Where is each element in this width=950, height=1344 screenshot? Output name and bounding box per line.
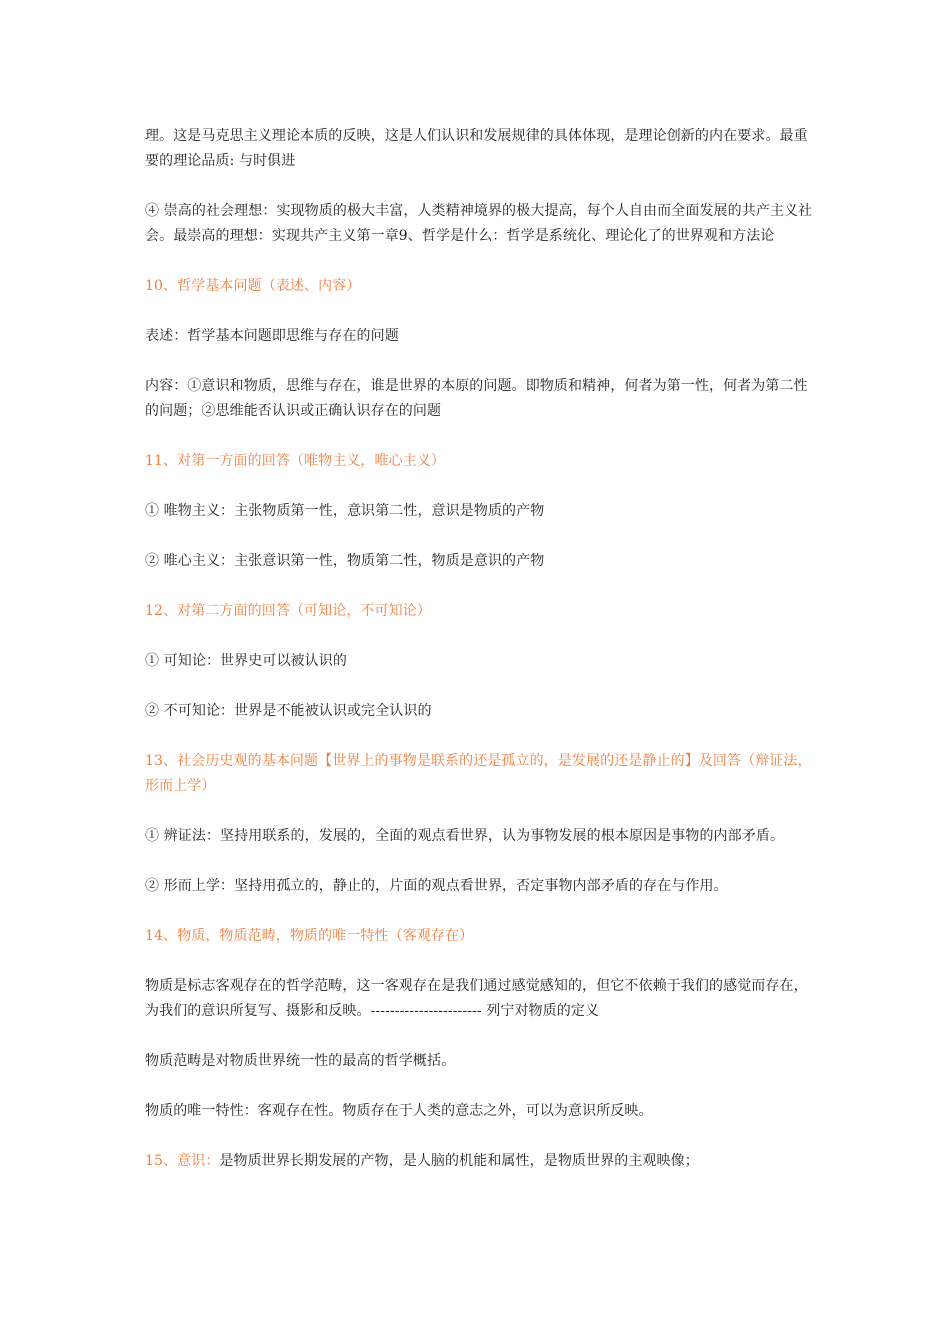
document-page: [145, 124, 815, 1199]
section-heading: 12、对第二方面的回答（可知论，不可知论）: [145, 603, 431, 619]
paragraph: ④ 崇高的社会理想：实现物质的极大丰富，人类精神境界的极大提高，每个人自由而全面发展的共产主义社会。最崇高的理想：实现共产主义第一章9、哲学是什么：哲学是系统化、理论化了的世界观和方法论: [145, 203, 813, 244]
inline-text: 是物质世界长期发展的产物，是人脑的机能和属性，是物质世界的主观映像；: [219, 1153, 699, 1169]
paragraph-with-heading: [145, 1149, 815, 1174]
section-heading: 14、物质，物质范畴，物质的唯一特性（客观存在）: [145, 928, 474, 944]
section-heading: 10、哲学基本问题（表述、内容）: [145, 278, 361, 294]
paragraph: 物质是标志客观存在的哲学范畴，这一客观存在是我们通过感觉感知的，但它不依赖于我们的感觉而存在，为我们的意识所复写、摄影和反映。----------------------- 列宁对物质的定义: [145, 978, 808, 1019]
paragraph: ② 不可知论：世界是不能被认识或完全认识的: [145, 703, 432, 719]
section-heading: 11、对第一方面的回答（唯物主义，唯心主义）: [145, 453, 446, 469]
paragraph: ② 唯心主义：主张意识第一性，物质第二性，物质是意识的产物: [145, 553, 545, 569]
paragraph: 内容：①意识和物质，思维与存在，谁是世界的本原的问题。即物质和精神，何者为第一性，何者为第二性的问题；②思维能否认识或正确认识存在的问题: [145, 378, 808, 419]
paragraph: 物质的唯一特性：客观存在性。物质存在于人类的意志之外，可以为意识所反映。: [145, 1103, 653, 1119]
paragraph: ① 唯物主义：主张物质第一性，意识第二性，意识是物质的产物: [145, 503, 545, 519]
paragraph: ① 可知论：世界史可以被认识的: [145, 653, 347, 669]
paragraph: 理。这是马克思主义理论本质的反映，这是人们认识和发展规律的具体体现，是理论创新的内在要求。最重要的理论品质: 与时俱进: [145, 128, 808, 169]
inline-heading: 15、意识：: [145, 1153, 220, 1169]
paragraph: ② 形而上学：坚持用孤立的，静止的，片面的观点看世界，否定事物内部矛盾的存在与作用。: [145, 878, 728, 894]
section-heading: 13、社会历史观的基本问题【世界上的事物是联系的还是孤立的，是发展的还是静止的】及回答（辩证法，形而上学）: [145, 753, 812, 794]
paragraph: 表述：哲学基本问题即思维与存在的问题: [145, 328, 399, 344]
paragraph: 物质范畴是对物质世界统一性的最高的哲学概括。: [145, 1053, 456, 1069]
paragraph: ① 辨证法：坚持用联系的，发展的，全面的观点看世界，认为事物发展的根本原因是事物的内部矛盾。: [145, 828, 785, 844]
